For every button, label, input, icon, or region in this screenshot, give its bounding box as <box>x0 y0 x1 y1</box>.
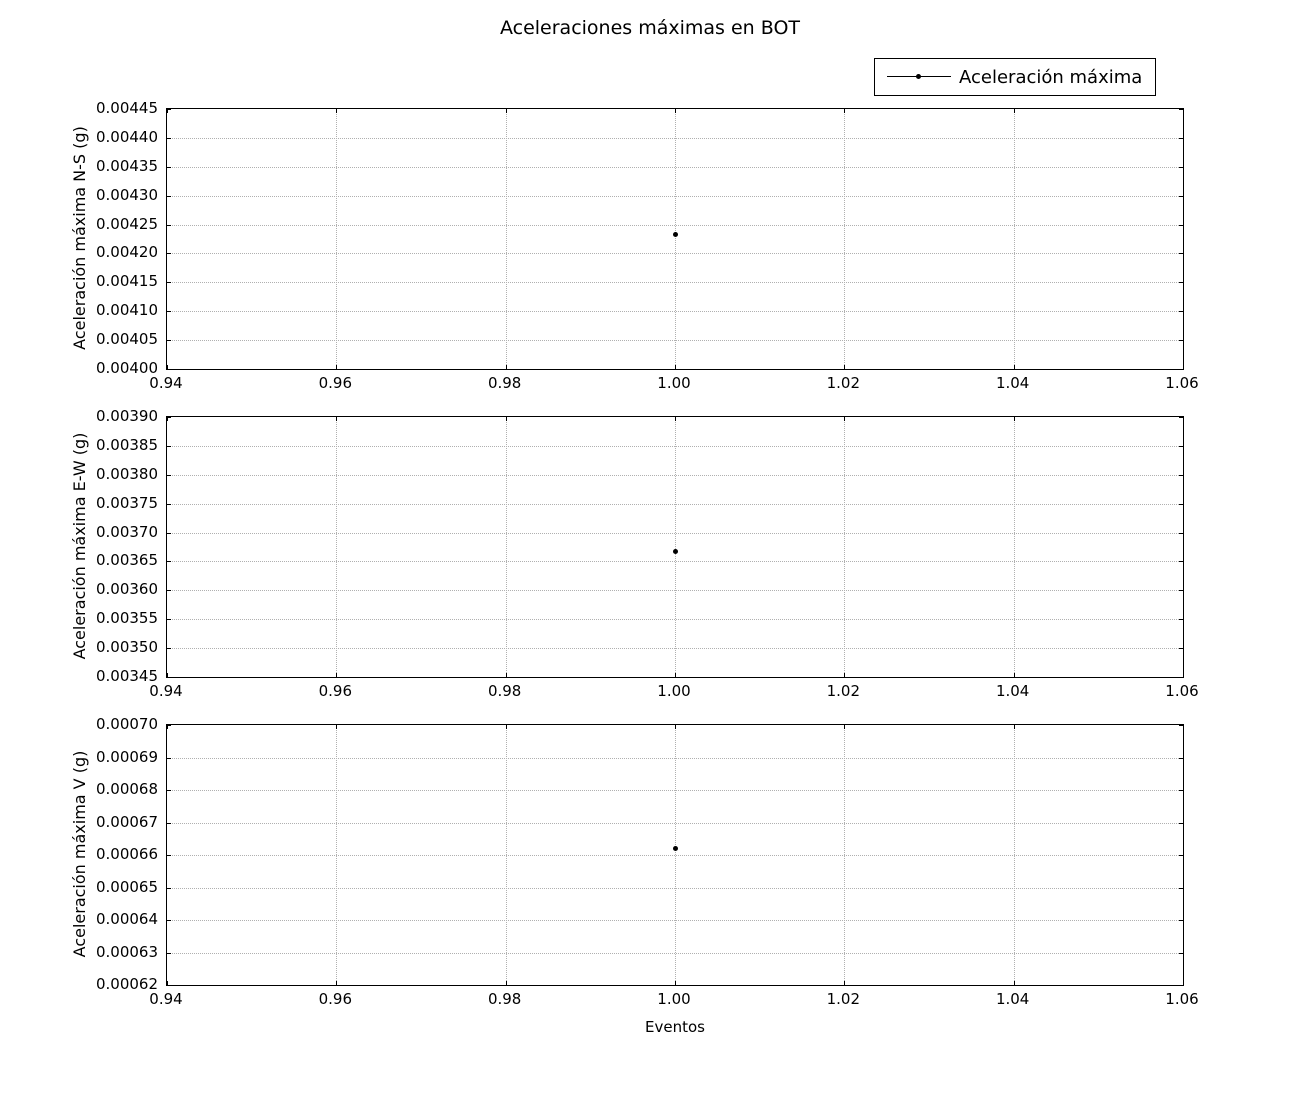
x-tick <box>1014 981 1015 986</box>
x-tick-top <box>844 108 845 113</box>
y-tick <box>166 790 171 791</box>
y-tick-label: 0.00070 <box>95 715 158 733</box>
y-tick-right <box>1179 340 1184 341</box>
gridline-horizontal <box>167 920 1183 921</box>
y-tick-label: 0.00370 <box>95 522 158 541</box>
data-point-ew <box>673 549 678 554</box>
gridline-vertical <box>336 109 337 369</box>
y-tick-label: 0.00063 <box>95 942 158 961</box>
y-tick-label: 0.00065 <box>95 877 158 896</box>
y-tick-label: 0.00365 <box>95 551 158 570</box>
gridline-horizontal <box>167 282 1183 283</box>
y-tick-right <box>1179 619 1184 620</box>
x-tick-top <box>336 108 337 113</box>
x-tick-label: 0.94 <box>149 374 183 392</box>
y-tick-right <box>1179 920 1184 921</box>
y-tick-right <box>1179 253 1184 254</box>
y-tick-right <box>1179 855 1184 856</box>
y-tick-right <box>1179 758 1184 759</box>
gridline-horizontal <box>167 504 1183 505</box>
x-tick <box>506 365 507 370</box>
y-tick-label: 0.00390 <box>95 407 158 425</box>
gridline-vertical <box>675 417 676 677</box>
y-tick-label: 0.00360 <box>95 580 158 599</box>
y-tick <box>166 677 171 678</box>
y-tick-label: 0.00068 <box>95 780 158 798</box>
legend-line-sample <box>883 67 955 87</box>
y-tick-label: 0.00069 <box>95 747 158 766</box>
gridline-vertical <box>506 417 507 677</box>
x-tick <box>506 673 507 678</box>
x-tick <box>844 981 845 986</box>
y-tick-right <box>1179 823 1184 824</box>
y-tick-label: 0.00350 <box>95 638 158 657</box>
y-tick-right <box>1179 677 1184 678</box>
x-tick <box>675 981 676 986</box>
x-tick-label: 0.98 <box>487 990 522 1008</box>
gridline-horizontal <box>167 196 1183 197</box>
y-tick-right <box>1179 196 1184 197</box>
x-tick-top <box>506 724 507 729</box>
y-tick-label: 0.00355 <box>95 609 158 628</box>
gridline-horizontal <box>167 533 1183 534</box>
y-tick-right <box>1179 985 1184 986</box>
x-tick-label: 0.98 <box>487 682 522 700</box>
y-tick <box>166 888 171 889</box>
gridline-horizontal <box>167 446 1183 447</box>
y-tick-label: 0.00430 <box>95 185 158 204</box>
y-tick <box>166 504 171 505</box>
x-tick-top <box>675 416 676 421</box>
subplot-ns <box>166 108 1184 370</box>
y-tick-label: 0.00440 <box>95 127 158 146</box>
x-tick-label: 1.00 <box>657 682 691 700</box>
y-tick <box>166 855 171 856</box>
y-tick-right <box>1179 725 1184 726</box>
y-tick-right <box>1179 590 1184 591</box>
gridline-horizontal <box>167 561 1183 562</box>
y-tick <box>166 561 171 562</box>
legend-marker-dot <box>916 74 921 79</box>
x-tick <box>675 673 676 678</box>
x-tick <box>506 981 507 986</box>
y-tick <box>166 475 171 476</box>
y-tick-label: 0.00345 <box>95 667 158 685</box>
gridline-horizontal <box>167 758 1183 759</box>
y-tick-label: 0.00385 <box>95 435 158 454</box>
y-tick-label: 0.00425 <box>95 214 158 233</box>
y-tick <box>166 253 171 254</box>
gridline-vertical <box>844 109 845 369</box>
gridline-vertical <box>844 417 845 677</box>
y-tick-right <box>1179 446 1184 447</box>
y-tick-right <box>1179 475 1184 476</box>
y-tick-label: 0.00062 <box>95 975 158 993</box>
y-tick <box>166 138 171 139</box>
y-tick-right <box>1179 138 1184 139</box>
y-tick-label: 0.00415 <box>95 272 158 291</box>
y-tick <box>166 311 171 312</box>
y-tick <box>166 590 171 591</box>
y-tick <box>166 417 171 418</box>
y-tick-right <box>1179 167 1184 168</box>
x-tick-label: 0.94 <box>149 990 183 1008</box>
y-tick-right <box>1179 504 1184 505</box>
y-tick <box>166 533 171 534</box>
y-tick <box>166 920 171 921</box>
y-tick <box>166 953 171 954</box>
y-axis-label-ns: Aceleración máxima N-S (g) <box>70 126 89 350</box>
gridline-horizontal <box>167 253 1183 254</box>
y-tick-label: 0.00445 <box>95 99 158 117</box>
gridline-horizontal <box>167 855 1183 856</box>
x-tick-label: 1.06 <box>1165 374 1199 392</box>
y-tick-right <box>1179 533 1184 534</box>
x-tick-label: 0.96 <box>318 990 353 1008</box>
x-tick-label: 1.02 <box>826 682 861 700</box>
y-axis-label-ew: Aceleración máxima E-W (g) <box>70 432 89 660</box>
x-tick-top <box>336 724 337 729</box>
plot-area-v <box>167 725 1183 985</box>
y-tick-label: 0.00405 <box>95 330 158 349</box>
y-tick-right <box>1179 953 1184 954</box>
y-tick <box>166 196 171 197</box>
x-tick-label: 1.04 <box>995 374 1030 392</box>
y-tick-right <box>1179 648 1184 649</box>
y-tick <box>166 619 171 620</box>
gridline-vertical <box>675 109 676 369</box>
x-tick-top <box>675 108 676 113</box>
x-tick <box>1014 365 1015 370</box>
y-tick-right <box>1179 109 1184 110</box>
y-tick <box>166 823 171 824</box>
y-tick <box>166 758 171 759</box>
y-tick-right <box>1179 282 1184 283</box>
y-tick-label: 0.00410 <box>95 301 158 320</box>
gridline-horizontal <box>167 167 1183 168</box>
y-tick <box>166 648 171 649</box>
gridline-horizontal <box>167 953 1183 954</box>
subplot-ew <box>166 416 1184 678</box>
x-tick <box>336 673 337 678</box>
x-tick-top <box>1014 416 1015 421</box>
y-tick-label: 0.00375 <box>95 493 158 512</box>
y-tick <box>166 340 171 341</box>
x-tick-label: 0.96 <box>318 682 353 700</box>
gridline-horizontal <box>167 475 1183 476</box>
y-tick-label: 0.00067 <box>95 812 158 831</box>
data-point-ns <box>673 232 678 237</box>
gridline-vertical <box>1014 109 1015 369</box>
x-tick <box>675 365 676 370</box>
x-tick-top <box>675 724 676 729</box>
legend-label-aceleracion-maxima: Aceleración máxima <box>959 66 1143 88</box>
x-tick-label: 1.00 <box>657 990 691 1008</box>
x-tick <box>844 673 845 678</box>
plot-area-ew <box>167 417 1183 677</box>
gridline-horizontal <box>167 340 1183 341</box>
gridline-horizontal <box>167 225 1183 226</box>
x-tick-label: 1.02 <box>826 990 861 1008</box>
y-tick-label: 0.00420 <box>95 243 158 262</box>
gridline-horizontal <box>167 823 1183 824</box>
x-tick-label: 0.94 <box>149 682 183 700</box>
gridline-horizontal <box>167 790 1183 791</box>
x-tick-label: 1.06 <box>1165 990 1199 1008</box>
x-tick-label: 1.02 <box>826 374 861 392</box>
y-tick-label: 0.00380 <box>95 464 158 483</box>
gridline-horizontal <box>167 888 1183 889</box>
y-tick-right <box>1179 369 1184 370</box>
x-tick-label: 1.04 <box>995 990 1030 1008</box>
x-tick-label: 1.06 <box>1165 682 1199 700</box>
legend <box>874 58 1156 96</box>
y-tick <box>166 725 171 726</box>
y-tick <box>166 225 171 226</box>
gridline-vertical <box>336 417 337 677</box>
y-tick <box>166 109 171 110</box>
y-tick <box>166 369 171 370</box>
plot-area-ns <box>167 109 1183 369</box>
gridline-horizontal <box>167 619 1183 620</box>
y-tick-right <box>1179 417 1184 418</box>
y-tick-label: 0.00435 <box>95 156 158 175</box>
x-tick <box>1014 673 1015 678</box>
gridline-horizontal <box>167 648 1183 649</box>
x-axis-label: Eventos <box>645 1018 705 1036</box>
y-tick-right <box>1179 311 1184 312</box>
x-tick-label: 1.04 <box>995 682 1030 700</box>
x-tick <box>844 365 845 370</box>
subplot-v <box>166 724 1184 986</box>
y-tick-label: 0.00400 <box>95 359 158 377</box>
y-tick-label: 0.00064 <box>95 910 158 928</box>
y-tick-right <box>1179 790 1184 791</box>
data-point-v <box>673 846 678 851</box>
x-tick-top <box>506 108 507 113</box>
y-tick-label: 0.00066 <box>95 845 158 863</box>
y-tick-right <box>1179 225 1184 226</box>
chart-title: Aceleraciones máximas en BOT <box>499 17 801 39</box>
gridline-vertical <box>506 109 507 369</box>
y-tick <box>166 985 171 986</box>
y-tick <box>166 282 171 283</box>
y-tick-right <box>1179 888 1184 889</box>
gridline-horizontal <box>167 138 1183 139</box>
x-tick-label: 1.00 <box>657 374 691 392</box>
y-tick <box>166 167 171 168</box>
gridline-horizontal <box>167 311 1183 312</box>
x-tick-top <box>1014 724 1015 729</box>
x-tick-label: 0.98 <box>487 374 522 392</box>
x-tick-label: 0.96 <box>318 374 353 392</box>
x-tick-top <box>844 724 845 729</box>
x-tick <box>336 365 337 370</box>
y-axis-label-v: Aceleración máxima V (g) <box>70 750 89 958</box>
x-tick-top <box>336 416 337 421</box>
x-tick <box>336 981 337 986</box>
x-tick-top <box>506 416 507 421</box>
y-tick <box>166 446 171 447</box>
x-tick-top <box>1014 108 1015 113</box>
gridline-vertical <box>1014 417 1015 677</box>
y-tick-right <box>1179 561 1184 562</box>
gridline-horizontal <box>167 590 1183 591</box>
x-tick-top <box>844 416 845 421</box>
